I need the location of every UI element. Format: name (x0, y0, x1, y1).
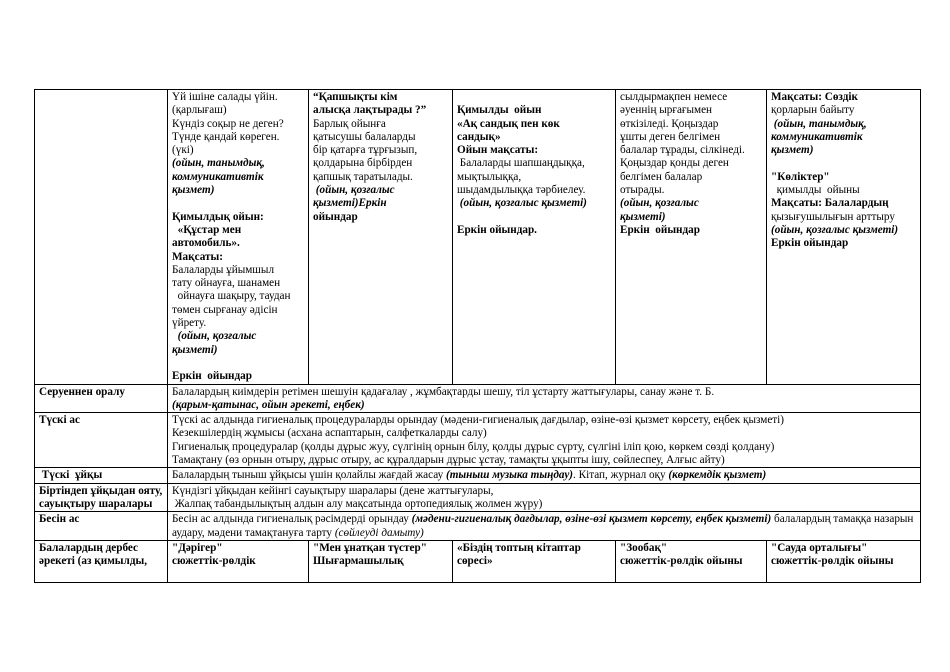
text-line: сюжеттік-рөлдік (172, 555, 256, 568)
text-segment: (тыныш музыка тыңдау) (445, 469, 574, 482)
text-line: қапшық таратылады. (313, 170, 413, 183)
text-line: бір қатарға тұрғызып, (313, 144, 418, 157)
text-line: (ойын, қозғалыс (172, 330, 257, 343)
text-line: Барлық ойынға (313, 117, 386, 130)
text-line: Қимылдық ойын: (172, 210, 264, 223)
row-label: Біртіндеп ұйқыдан ояту, сауықтыру шаралары (35, 483, 168, 512)
table-row-afternoon-snack (35, 512, 921, 541)
text-line: тату ойнауға, шанамен (172, 277, 281, 290)
text-line: Еркін ойындар (620, 223, 700, 236)
text-line: Гигиеналық процедуралар (қолды дұрыс жуу, сүлгінің орнын білу, қолды дұрыс сүрту, сүлгіні іліп қою, көркем сөзді қолдану) (172, 440, 775, 453)
text-line: сөресі» (457, 555, 493, 568)
table-row-return-from-walk (35, 384, 921, 413)
text-line: қолдарына бірбірден (313, 157, 413, 170)
text-line: Қимылды ойын (457, 104, 542, 117)
text-line: коммуникативтік (771, 130, 863, 143)
text-line: сандық» (457, 130, 501, 143)
row-label: Балалардың дербес әрекеті (аз қимылды, (35, 540, 168, 582)
text-line: Еркін ойындар. (457, 223, 537, 236)
text-line: коммуникативтік (172, 170, 264, 183)
cell-day-6 (767, 90, 921, 385)
text-line (457, 211, 611, 224)
text-line: қимылды ойыны (771, 184, 860, 197)
cell-day-3 (309, 540, 453, 582)
row-label: Бесін ас (35, 512, 168, 541)
text-line: Үй ішіне салады үйін. (172, 91, 278, 103)
text-line: Шығармашылық (313, 555, 404, 568)
text-line: ұшты деген белгімен (620, 130, 721, 143)
cell-day-4 (453, 90, 616, 385)
text-line: Еркін ойындар (172, 370, 252, 383)
text-line: «Ақ сандық пен көк (457, 117, 560, 130)
cell-day-2 (168, 540, 309, 582)
text-line: ойнауға шақыру, таудан (172, 290, 291, 303)
text-line: (үкі) (172, 144, 194, 157)
text-line (771, 157, 916, 170)
cell-day-5 (616, 90, 767, 385)
text-line: мықтылыққа, (457, 170, 522, 183)
text-segment: . Кітап, журнал оқу (573, 469, 669, 482)
table-row-lunch (35, 413, 921, 468)
text-segment: Балалардың тыныш ұйқысы үшін қолайлы жағдай жасау (172, 469, 446, 482)
text-line: (ойын, қозғалыс қызметі) (457, 197, 587, 210)
text-line: Балаларды ұйымшыл (172, 263, 275, 276)
row-content (168, 413, 921, 468)
row-content (168, 384, 921, 413)
text-line: Мақсаты: Сөздік (771, 91, 858, 103)
text-line: «Құстар мен (172, 223, 242, 236)
text-line: (ойын, танымдық, (172, 157, 265, 170)
row-label: Түскі ас (35, 413, 168, 468)
text-line: төмен сырғанау әдісін (172, 303, 278, 316)
row-content (168, 468, 921, 483)
text-line: Кезекшілердің жұмысы (асхана аспаптарын, салфеткаларды салу) (172, 427, 487, 440)
text-line: Балалардың киімдерін ретімен шешуін қадағалау , жұмбақтарды шешу, тіл ұстарту жаттығулары, санау және т. Б. (172, 385, 715, 398)
text-line (457, 91, 611, 104)
text-line: Тамақтану (өз орнын отыру, дұрыс отыру, ас құралдарын дұрыс ұстау, тамақты ұқыпты ішу, сөйлеспеу, Алғыс айту) (172, 454, 725, 467)
text-line: қатысушы балаларды (313, 130, 416, 143)
table-row-nap (35, 468, 921, 483)
text-line: сылдырмақпен немесе (620, 91, 728, 103)
text-segment: Бесін ас алдында гигиеналық рәсімдерді орындау (172, 513, 412, 526)
row-content (168, 512, 921, 541)
text-line: "Зообақ" (620, 541, 668, 554)
text-line: Күндізгі ұйқыдан кейінгі сауықтыру шаралары (дене жаттығулары, (172, 484, 494, 497)
daily-plan-table (34, 89, 921, 583)
text-line (172, 357, 304, 370)
text-line: белгімен балалар (620, 170, 703, 183)
text-line: "Мен ұнатқан түстер" (313, 541, 427, 554)
text-line: үйрету. (172, 317, 207, 330)
text-line: өткізіледі. Қоңыздар (620, 117, 719, 130)
text-line: (қарым-қатынас, ойын әрекеті, еңбек) (172, 398, 365, 411)
table-row-independent-activity (35, 540, 921, 582)
text-line: Мақсаты: (172, 250, 223, 263)
text-line: (ойын, қозғалыс (313, 184, 395, 197)
text-line: қызмет) (172, 184, 215, 197)
text-line: балалар тұрады, сілкінеді. (620, 144, 745, 157)
text-line: (ойын, қозғалыс қызметі) (771, 223, 899, 236)
text-line: қызығушылығын арттыру (771, 210, 895, 223)
text-line: қызмет) (771, 144, 814, 157)
table-row-activities (35, 90, 921, 385)
cell-day-3 (309, 90, 453, 385)
text-line: қызметі) (172, 343, 218, 356)
cell-day-6 (767, 540, 921, 582)
text-segment: балалардың тамаққа назарын аудару, мәдени тамақтануға тарту (172, 513, 914, 539)
table-row-wake-up (35, 483, 921, 512)
text-line: қызметі) (620, 210, 666, 223)
row-label: Түскі ұйқы (35, 468, 168, 483)
text-line: (ойын, қозғалыс (620, 197, 699, 210)
text-segment: (мәдени-гигиеналық дағдылар, өзіне-өзі қызмет көрсету, еңбек қызметі) (411, 513, 772, 526)
text-line: Жалпақ табандылықтың алдын алу мақсатында ортопедиялық жолмен жүру) (172, 497, 543, 510)
text-line: Қоңыздар қонды деген (620, 157, 729, 170)
text-line: шыдамдылыққа тәрбиелеу. (457, 184, 586, 197)
text-line: қызметі)Еркін (313, 197, 387, 210)
text-line: Балаларды шапшаңдыққа, (457, 157, 585, 170)
cell-day-5 (616, 540, 767, 582)
text-line: «Біздің топтың кітаптар (457, 541, 581, 554)
text-line: "Сауда орталығы" (771, 541, 868, 554)
text-line: сюжеттік-рөлдік ойыны (620, 555, 743, 568)
text-line: Күндіз соқыр не деген? (172, 117, 284, 130)
text-line: Түнде қандай көреген. (172, 130, 280, 143)
text-line: Мақсаты: Балалардың (771, 197, 889, 210)
text-line: әуеннің ырғағымен (620, 104, 713, 117)
cell-day-4 (453, 540, 616, 582)
text-line: Еркін ойындар (771, 237, 849, 250)
text-line: ойындар (313, 210, 358, 223)
text-line: алысқа лақтырады ?” (313, 104, 427, 117)
text-line: "Көліктер" (771, 170, 830, 183)
row-label-empty (35, 90, 168, 385)
text-line: отырады. (620, 184, 665, 197)
text-line: (қарлығаш) (172, 104, 227, 117)
text-line: қорларын байыту (771, 104, 855, 117)
text-segment: (сөйлеуді дамыту) (334, 526, 424, 539)
text-line: “Қапшықты кім (313, 91, 398, 103)
text-segment: (көркемдік қызмет) (668, 469, 767, 482)
text-line: Түскі ас алдында гигиеналық процедураларды орындау (мәдени-гигиеналық дағдылар, өзіне-өзі қызмет көрсету, еңбек қызметі) (172, 414, 785, 427)
text-line (172, 197, 304, 210)
row-content (168, 483, 921, 512)
text-line: Ойын мақсаты: (457, 144, 539, 157)
text-line: сюжеттік-рөлдік ойыны (771, 555, 894, 568)
row-label: Серуеннен оралу (35, 384, 168, 413)
text-line: автомобиль». (172, 237, 240, 250)
text-line: (ойын, танымдық, (771, 117, 867, 130)
cell-day-2 (168, 90, 309, 385)
text-line: "Дәрігер" (172, 541, 223, 554)
